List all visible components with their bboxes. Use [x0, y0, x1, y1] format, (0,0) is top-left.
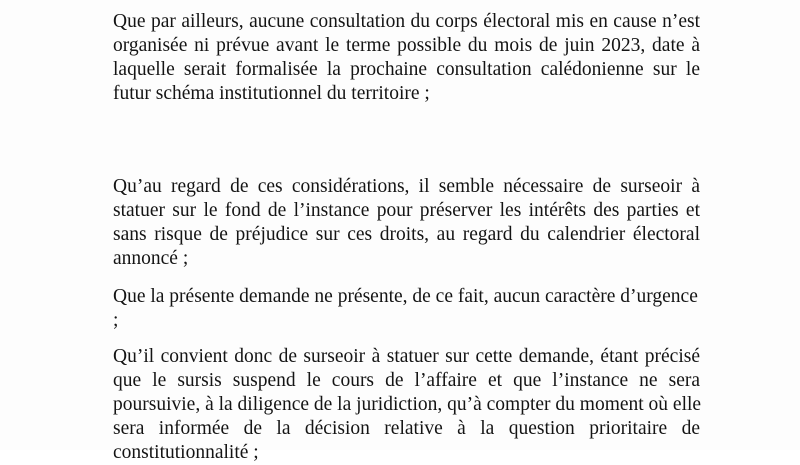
- text-line: laquelle serait formalisée la prochaine consultation calédonienne sur le: [113, 59, 700, 80]
- text-line: sera informée de la décision relative à la question prioritaire de: [113, 418, 700, 439]
- text-line: organisée ni prévue avant le terme possible du mois de juin 2023, date à: [113, 35, 700, 56]
- text-line: statuer sur le fond de l’instance pour préserver les intérêts des parties et: [113, 200, 700, 221]
- text-line: futur schéma institutionnel du territoire ;: [113, 83, 430, 104]
- text-line: Qu’au regard de ces considérations, il semble nécessaire de surseoir à: [113, 176, 700, 197]
- text-line: poursuivie, à la diligence de la juridiction, qu’à compter du moment où elle: [113, 394, 702, 415]
- text-line: que le sursis suspend le cours de l’affaire et que l’instance ne sera: [113, 370, 700, 391]
- text-line: annoncé ;: [113, 248, 189, 269]
- text-line: constitutionnalité ;: [113, 442, 259, 463]
- text-line: ;: [113, 310, 119, 331]
- text-line: Que par ailleurs, aucune consultation du corps électoral mis en cause n’est: [113, 11, 700, 32]
- paragraph-urgency: [113, 285, 700, 333]
- text-line: sans risque de préjudice sur ces droits, au regard du calendrier électoral: [113, 224, 700, 245]
- paragraph-stay-of-proceedings: [113, 345, 700, 465]
- paragraph-considerations: [113, 175, 700, 271]
- text-line: Qu’il convient donc de surseoir à statuer sur cette demande, étant précisé: [113, 346, 700, 367]
- paragraph-consultation: [113, 10, 700, 106]
- text-line: Que la présente demande ne présente, de ce fait, aucun caractère d’urgence: [113, 286, 698, 307]
